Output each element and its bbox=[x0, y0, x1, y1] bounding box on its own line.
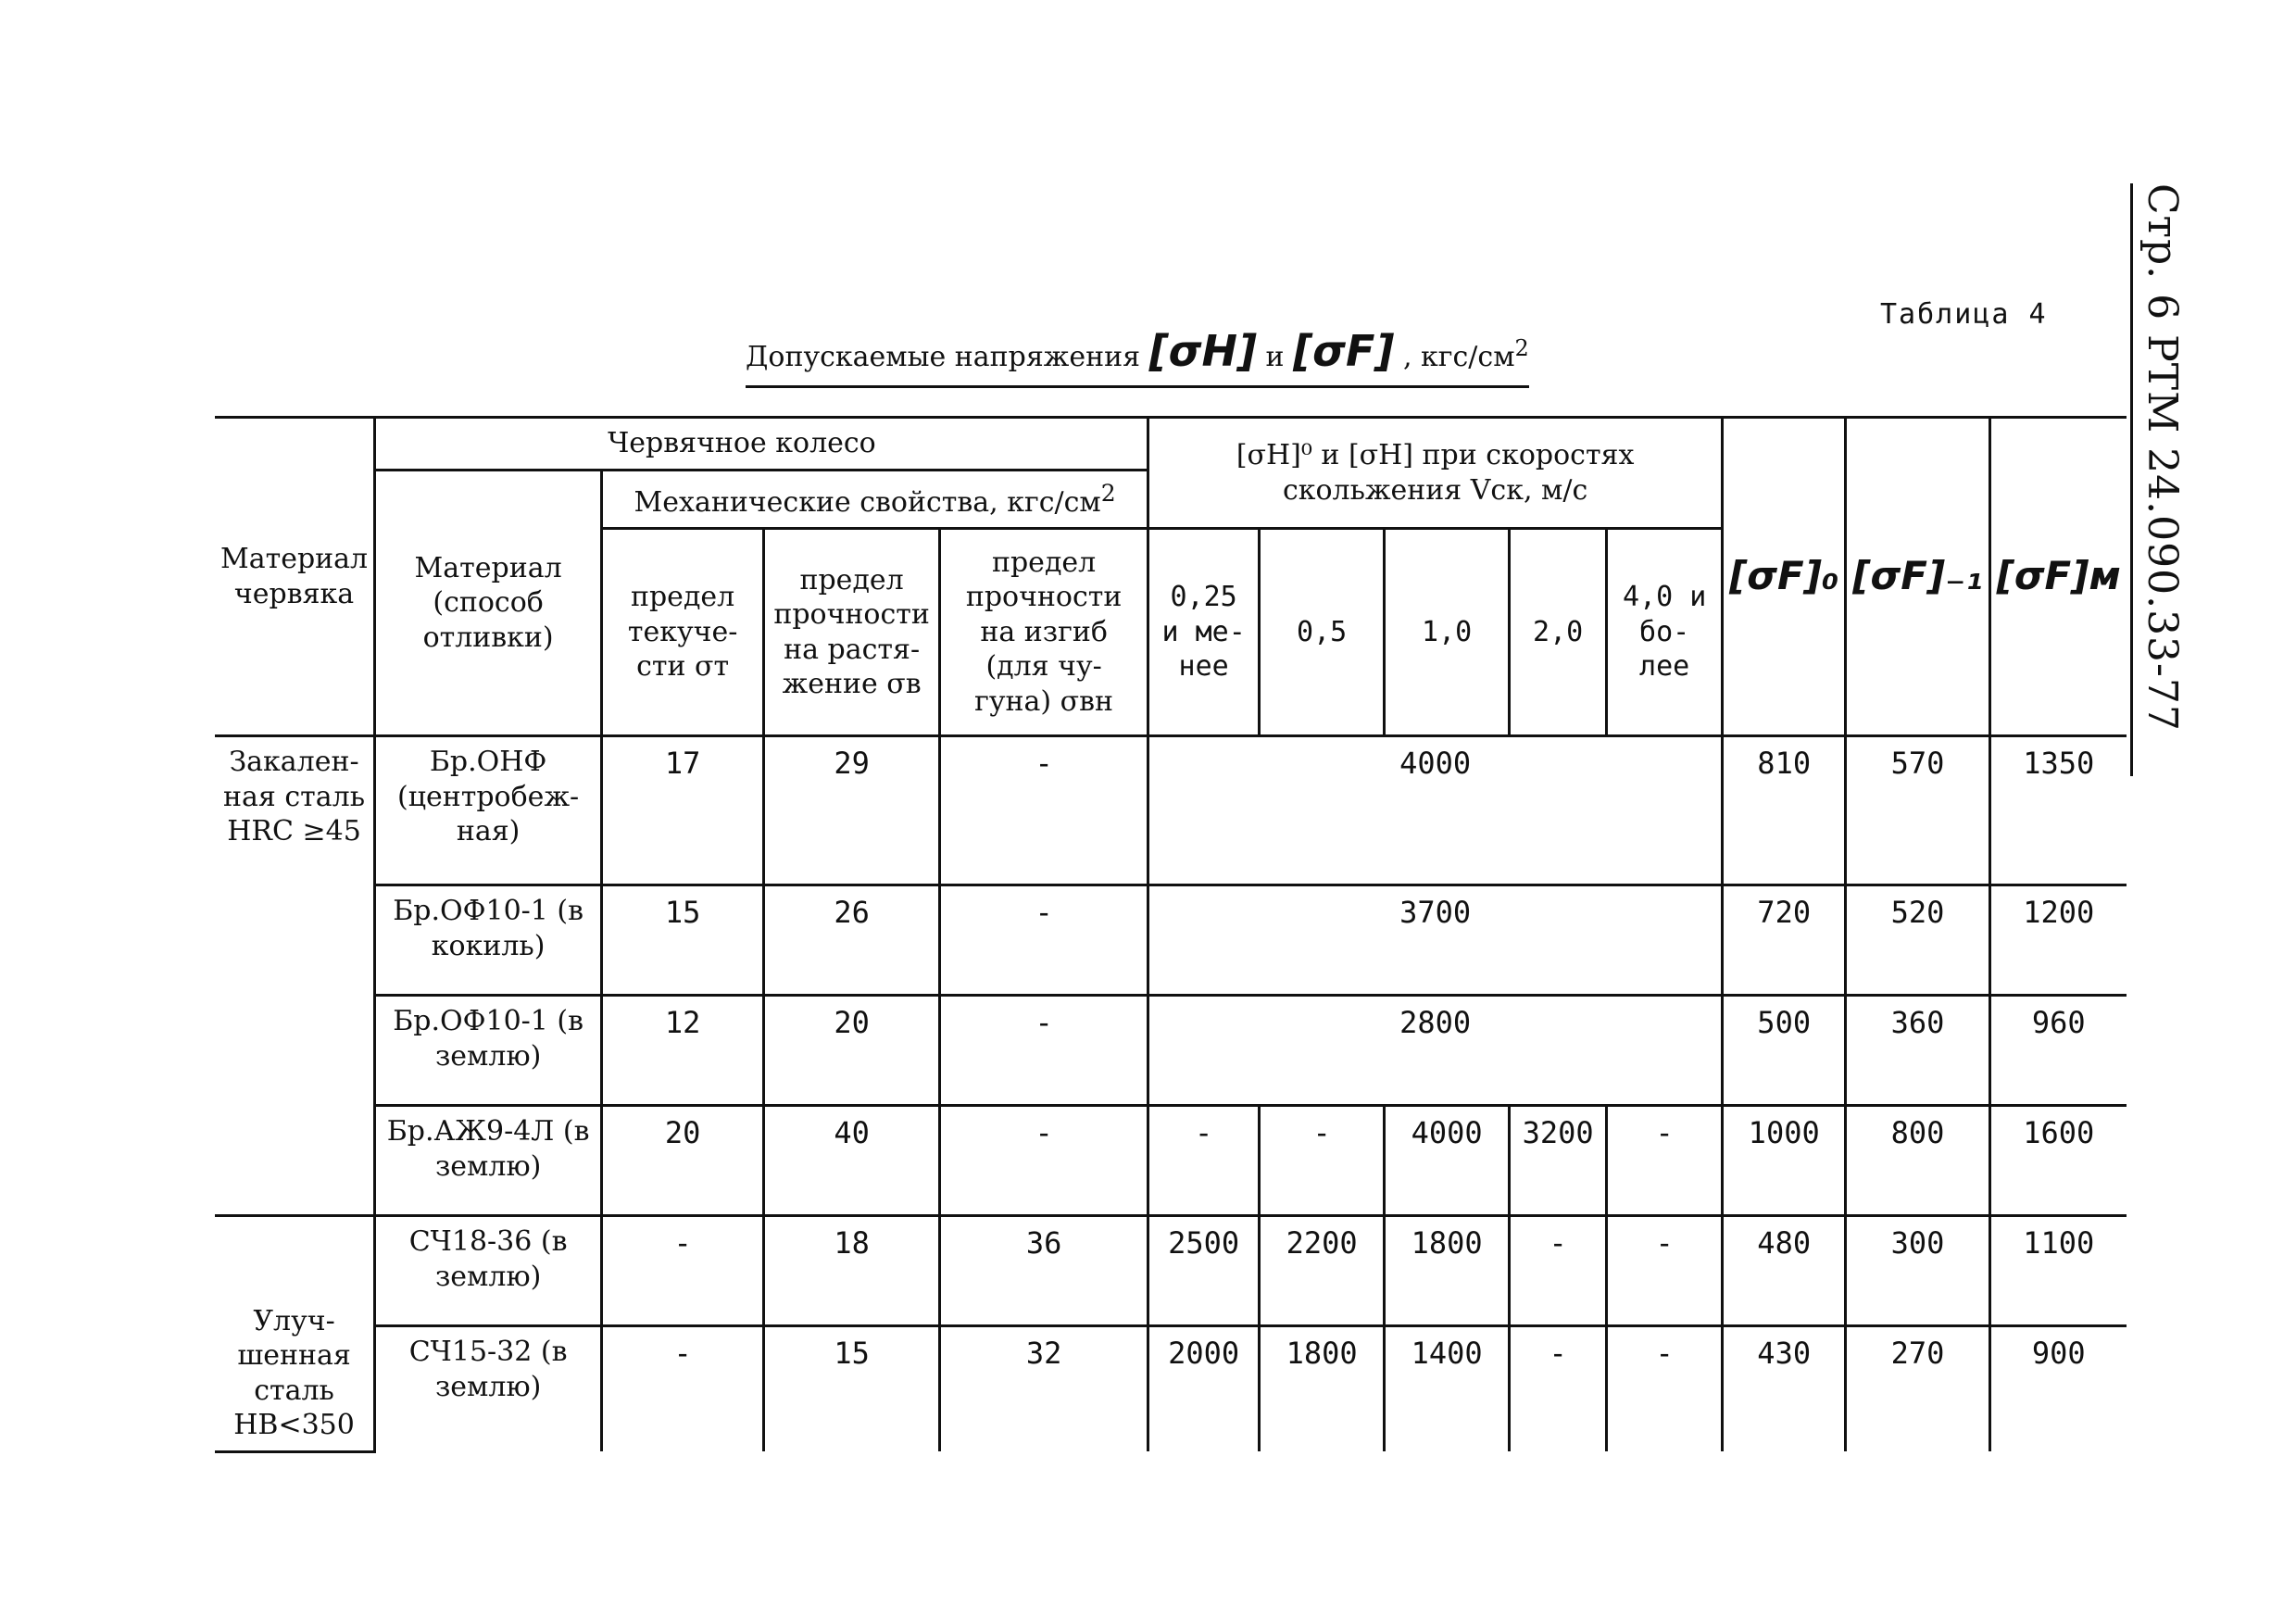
header-speed-10: 1,0 bbox=[1385, 529, 1510, 736]
tensile-cell: 40 bbox=[764, 1106, 940, 1216]
yield-cell: 12 bbox=[602, 996, 764, 1106]
yield-cell: 17 bbox=[602, 736, 764, 885]
header-worm-material: Материал червяка bbox=[215, 418, 375, 736]
speed-20-cell: - bbox=[1510, 1326, 1607, 1452]
speed-05-cell: 2200 bbox=[1260, 1216, 1385, 1326]
sfm-cell: 1600 bbox=[1989, 1106, 2127, 1216]
title-prefix: Допускаемые напряжения bbox=[746, 341, 1141, 373]
header-speed-group: [σH]⁰ и [σH] при скоростях скольжения Vск, м/с bbox=[1148, 418, 1723, 529]
header-yield: предел текуче- сти σт bbox=[602, 529, 764, 736]
speed-025-cell: 2000 bbox=[1148, 1326, 1260, 1452]
sfm-cell: 1200 bbox=[1989, 885, 2127, 996]
table-row bbox=[215, 885, 2127, 996]
bending-cell: 36 bbox=[940, 1216, 1148, 1326]
table-row bbox=[215, 1216, 2127, 1326]
stress-table bbox=[215, 416, 2127, 1453]
header-wheel-material: Материал (способ отливки) bbox=[375, 470, 602, 736]
page-header: Стр. 6 РТМ 24.090.33-77 bbox=[2130, 183, 2186, 776]
yield-cell: - bbox=[602, 1216, 764, 1326]
bending-cell: - bbox=[940, 1106, 1148, 1216]
table-row bbox=[215, 996, 2127, 1106]
wheel-material-cell: СЧ15-32 (в землю) bbox=[375, 1326, 602, 1452]
mech-props-sup: 2 bbox=[1100, 479, 1116, 507]
sf0-cell: 720 bbox=[1723, 885, 1846, 996]
speed-05-cell: 1800 bbox=[1260, 1326, 1385, 1452]
tensile-cell: 15 bbox=[764, 1326, 940, 1452]
header-worm-wheel: Червячное колесо bbox=[375, 418, 1148, 471]
wheel-material-cell: Бр.ОФ10-1 (в кокиль) bbox=[375, 885, 602, 996]
speed-40-cell: - bbox=[1607, 1216, 1723, 1326]
title-sup: 2 bbox=[1514, 335, 1529, 361]
yield-cell: 15 bbox=[602, 885, 764, 996]
speed-40-cell: - bbox=[1607, 1326, 1723, 1452]
table-row bbox=[215, 1106, 2127, 1216]
header-mech-props bbox=[602, 470, 1148, 529]
title-suffix: , кгс/см bbox=[1402, 341, 1515, 373]
speed-40-cell: - bbox=[1607, 1106, 1723, 1216]
header-bending: предел прочности на изгиб (для чу- гуна) σвн bbox=[940, 529, 1148, 736]
speed-20-cell: 3200 bbox=[1510, 1106, 1607, 1216]
sf1-cell: 270 bbox=[1846, 1326, 1989, 1452]
speed-025-cell: 2500 bbox=[1148, 1216, 1260, 1326]
sf1-cell: 300 bbox=[1846, 1216, 1989, 1326]
speed-10-cell: 1800 bbox=[1385, 1216, 1510, 1326]
sf0-cell: 430 bbox=[1723, 1326, 1846, 1452]
sf1-cell: 520 bbox=[1846, 885, 1989, 996]
header-speed-40: 4,0 и бо- лее bbox=[1607, 529, 1723, 736]
wheel-material-cell: СЧ18-36 (в землю) bbox=[375, 1216, 602, 1326]
tensile-cell: 26 bbox=[764, 885, 940, 996]
mech-props-label: Механические свойства, кгс/см bbox=[634, 485, 1101, 519]
speed-05-cell: - bbox=[1260, 1106, 1385, 1216]
header-speed-05: 0,5 bbox=[1260, 529, 1385, 736]
tensile-cell: 18 bbox=[764, 1216, 940, 1326]
header-sf0 bbox=[1723, 418, 1846, 736]
wheel-material-cell: Бр.ОФ10-1 (в землю) bbox=[375, 996, 602, 1106]
header-speed-20: 2,0 bbox=[1510, 529, 1607, 736]
sf1-cell: 360 bbox=[1846, 996, 1989, 1106]
wheel-material-cell: Бр.ОНФ (центробеж- ная) bbox=[375, 736, 602, 885]
speed-20-cell: - bbox=[1510, 1216, 1607, 1326]
sfm-cell: 900 bbox=[1989, 1326, 2127, 1452]
bending-cell: 32 bbox=[940, 1326, 1148, 1452]
tensile-cell: 29 bbox=[764, 736, 940, 885]
bending-cell: - bbox=[940, 736, 1148, 885]
wheel-material-cell: Бр.АЖ9-4Л (в землю) bbox=[375, 1106, 602, 1216]
sf0-symbol: [σF]₀ bbox=[1729, 553, 1839, 599]
sf1-cell: 800 bbox=[1846, 1106, 1989, 1216]
sigma-h-symbol: [σH] bbox=[1148, 326, 1257, 376]
sf0-cell: 480 bbox=[1723, 1216, 1846, 1326]
table-label: Таблица 4 bbox=[1880, 298, 2048, 331]
table-title bbox=[746, 326, 1529, 388]
worm-group-improved: Улуч- шенная сталь HB<350 bbox=[215, 1216, 375, 1452]
sf0-cell: 500 bbox=[1723, 996, 1846, 1106]
sf1-symbol: [σF]₋₁ bbox=[1852, 553, 1983, 599]
sf1-cell: 570 bbox=[1846, 736, 1989, 885]
sfm-cell: 1350 bbox=[1989, 736, 2127, 885]
speed-025-cell: - bbox=[1148, 1106, 1260, 1216]
header-tensile: предел прочности на растя- жение σв bbox=[764, 529, 940, 736]
header-sfm bbox=[1989, 418, 2127, 736]
speed-10-cell: 1400 bbox=[1385, 1326, 1510, 1452]
table-row bbox=[215, 1326, 2127, 1452]
yield-cell: - bbox=[602, 1326, 764, 1452]
header-sf1 bbox=[1846, 418, 1989, 736]
bending-cell: - bbox=[940, 885, 1148, 996]
bending-cell: - bbox=[940, 996, 1148, 1106]
header-speed-025: 0,25 и ме- нее bbox=[1148, 529, 1260, 736]
table-row bbox=[215, 736, 2127, 885]
sf0-cell: 1000 bbox=[1723, 1106, 1846, 1216]
stress-cell: 4000 bbox=[1148, 736, 1723, 885]
sfm-cell: 1100 bbox=[1989, 1216, 2127, 1326]
yield-cell: 20 bbox=[602, 1106, 764, 1216]
tensile-cell: 20 bbox=[764, 996, 940, 1106]
sfm-symbol: [σF]м bbox=[1996, 553, 2121, 599]
sfm-cell: 960 bbox=[1989, 996, 2127, 1106]
title-and: и bbox=[1265, 341, 1285, 373]
stress-cell: 2800 bbox=[1148, 996, 1723, 1106]
worm-group-hardened: Закален- ная сталь HRC ≥45 bbox=[215, 736, 375, 1216]
speed-10-cell: 4000 bbox=[1385, 1106, 1510, 1216]
sigma-f-symbol: [σF] bbox=[1293, 326, 1395, 376]
sf0-cell: 810 bbox=[1723, 736, 1846, 885]
stress-cell: 3700 bbox=[1148, 885, 1723, 996]
